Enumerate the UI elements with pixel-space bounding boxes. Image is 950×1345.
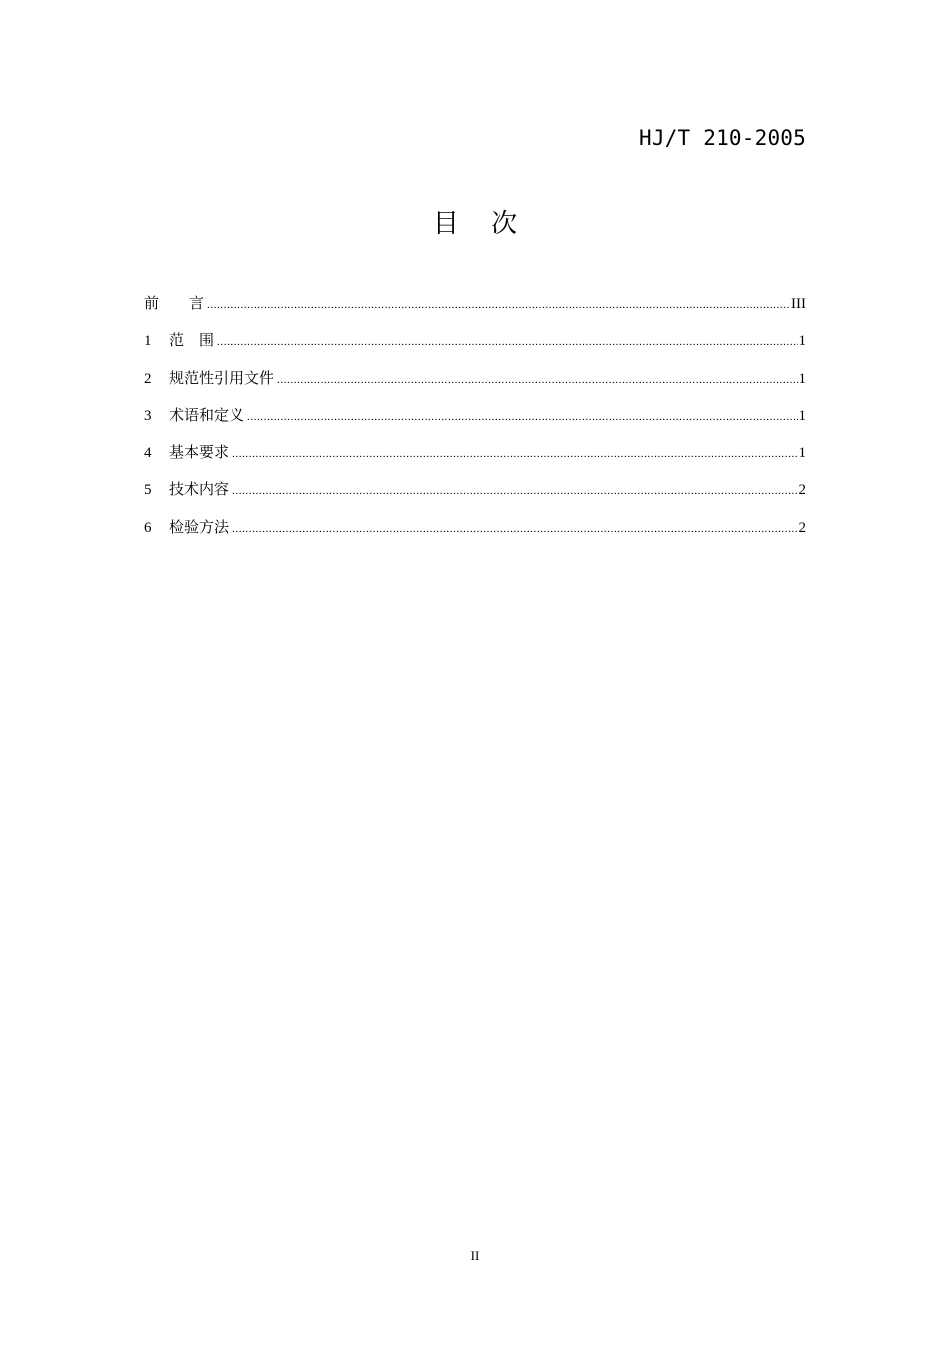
toc-entry-normative-references[interactable]: [144, 367, 806, 404]
toc-entry-page: 1: [798, 333, 806, 350]
toc-leader-dots: [232, 480, 797, 502]
toc-entry-number: 3: [144, 407, 152, 424]
toc-entry-number: 2: [144, 370, 152, 387]
standard-code: HJ/T 210-2005: [639, 126, 806, 150]
toc-entry-page: 1: [798, 370, 806, 387]
toc-entry-page: 2: [798, 482, 806, 499]
toc-entry-page: 2: [798, 519, 806, 536]
toc-entry-label: 技术内容: [169, 480, 230, 499]
toc-entry-label: 检验方法: [169, 517, 230, 536]
toc-entry-label: 基本要求: [169, 443, 230, 462]
toc-entry-test-methods[interactable]: [144, 516, 806, 553]
toc-entry-scope[interactable]: [144, 329, 806, 366]
toc-entry-label: 术语和定义: [169, 405, 245, 424]
toc-leader-dots: [217, 331, 797, 353]
toc-entry-number: 6: [144, 519, 152, 536]
toc-entry-page: 1: [798, 407, 806, 424]
toc-entry-label: 范 围: [169, 331, 215, 350]
toc-leader-dots: [232, 443, 797, 465]
toc-leader-dots: [277, 369, 797, 391]
toc-entry-label: 规范性引用文件: [169, 368, 275, 387]
toc-entry-number: 4: [144, 445, 152, 462]
page-number: II: [470, 1248, 480, 1263]
toc-entry-page: 1: [798, 445, 806, 462]
toc-entry-label: 前 言: [144, 294, 205, 312]
table-of-contents: [144, 292, 806, 553]
toc-entry-basic-requirements[interactable]: [144, 441, 806, 478]
toc-leader-dots: [207, 294, 790, 316]
toc-entry-number: 1: [144, 333, 152, 350]
page-title: 目 次: [432, 209, 530, 239]
toc-entry-foreword[interactable]: [144, 292, 806, 329]
toc-entry-terms-definitions[interactable]: [144, 404, 806, 441]
toc-leader-dots: [232, 518, 797, 540]
toc-entry-number: 5: [144, 482, 152, 499]
toc-leader-dots: [247, 406, 797, 428]
toc-entry-page: III: [791, 296, 806, 312]
toc-entry-technical-content[interactable]: [144, 478, 806, 515]
